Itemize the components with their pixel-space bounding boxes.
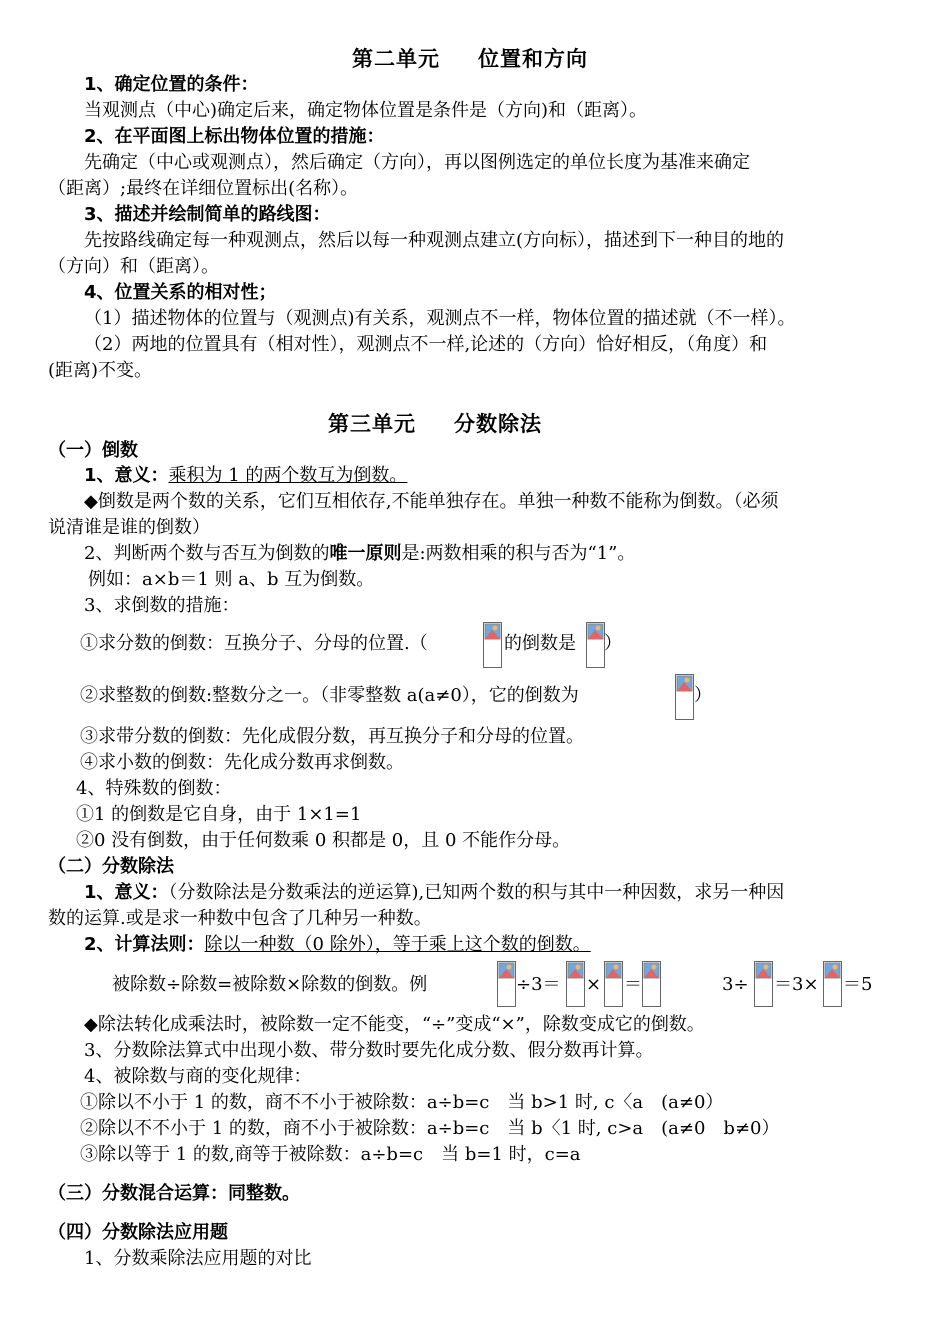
part2-rule <box>84 932 591 958</box>
part2-heading: （二）分数除法 <box>48 856 174 877</box>
part1-note-2: 说清谁是谁的倒数） <box>48 517 210 538</box>
unit2-s4-heading: 4、位置关系的相对性； <box>84 282 277 303</box>
unit2-s2-body-1: 先确定（中心或观测点），然后确定（方向），再以图例选定的单位长度为基准来确定 <box>84 152 750 173</box>
eq1-part-b: × <box>586 974 602 995</box>
unit2-s2-body-2: （距离）;最终在详细位置标出(名称）。 <box>48 178 359 199</box>
part2-rule-text: 除以一种数（0 除外），等于乘上这个数的倒数。 <box>204 934 591 955</box>
part1-rule-key: 唯一原则 <box>329 543 402 564</box>
eq2-part-b: ＝3× <box>774 974 819 995</box>
unit2-title-number: 第二单元 <box>352 47 440 71</box>
part1-meaning-text: 乘积为 1 的两个数互为倒数。 <box>168 465 408 486</box>
fraction-image-2 <box>586 622 605 668</box>
special-heading: 4、特殊数的倒数： <box>76 778 232 799</box>
part2-meaning-1 <box>84 880 784 906</box>
method-1-a: ①求分数的倒数：互换分子、分母的位置.（ <box>80 633 428 654</box>
part4-item-1: 1、分数乘除法应用题的对比 <box>84 1248 312 1269</box>
unit2-s4-body-1: （1）描述物体的位置与（观测点)有关系，观测点不一样，物体位置的描述就（不一样）。 <box>84 308 796 329</box>
method-2-b: ） <box>694 685 712 706</box>
fraction-image-5 <box>566 961 585 1007</box>
special-2: ②0 没有倒数，由于任何数乘 0 积都是 0，且 0 不能作分母。 <box>76 830 571 851</box>
unit2-s2-heading: 2、在平面图上标出物体位置的措施： <box>84 126 385 147</box>
unit3-title-topic: 分数除法 <box>454 412 542 436</box>
method-4: ④求小数的倒数：先化成分数再求倒数。 <box>80 752 404 773</box>
part2-item-4-3: ③除以等于 1 的数,商等于被除数：a÷b=c 当 b=1 时，c=a <box>80 1144 581 1165</box>
unit2-s1-body: 当观测点（中心)确定后来，确定物体位置是条件是（方向)和（距离）。 <box>84 100 648 121</box>
method-1-b: 的倒数是 <box>504 633 576 654</box>
unit2-s4-body-3: (距离)不变。 <box>48 360 153 381</box>
fraction-image-1 <box>483 622 502 668</box>
broken-image-icon <box>567 962 584 979</box>
method-2-a: ②求整数的倒数:整数分之一。（非零整数 a(a≠0），它的倒数为 <box>80 685 579 706</box>
part1-meaning <box>84 463 407 489</box>
method-3: ③求带分数的倒数：先化成假分数，再互换分子和分母的位置。 <box>80 726 584 747</box>
broken-image-icon <box>587 623 604 640</box>
fraction-image-6 <box>604 961 623 1007</box>
part2-meaning-2: 数的运算.或是求一种数中包含了几种另一种数。 <box>48 908 432 929</box>
part2-item-4-1: ①除以不小于 1 的数，商不不小于被除数：a÷b=c 当 b>1 时, c〈a (a≠0） <box>80 1092 724 1113</box>
eq2-part-c: ＝5 <box>843 974 873 995</box>
part2-note: ◆除法转化成乘法时，被除数一定不能变，“÷”变成“×”，除数变成它的倒数。 <box>84 1014 705 1035</box>
part2-rule-example: 被除数÷除数=被除数×除数的倒数。例 <box>112 974 428 995</box>
unit2-s3-body-2: （方向）和（距离）。 <box>48 256 219 277</box>
part1-rule-c: 是:两数相乘的积与否为“1”。 <box>401 543 636 564</box>
fraction-image-4 <box>497 961 516 1007</box>
unit2-s4-body-2: （2）两地的位置具有（相对性），观测点不一样,论述的（方向）恰好相反，（角度）和 <box>84 334 768 355</box>
part1-meaning-label: 1、意义： <box>84 465 169 486</box>
broken-image-icon <box>498 962 515 979</box>
method-1-c: ） <box>604 633 622 654</box>
unit2-title <box>352 46 588 72</box>
unit2-s1-heading: 1、确定位置的条件： <box>84 74 259 95</box>
part2-item-4: 4、被除数与商的变化规律： <box>84 1066 312 1087</box>
broken-image-icon <box>643 962 660 979</box>
broken-image-icon <box>755 962 772 979</box>
part1-methods-heading: 3、求倒数的措施： <box>84 595 240 616</box>
part2-item-4-2: ②除以不不小于 1 的数，商不小于被除数：a÷b=c 当 b〈1 时, c>a (a≠0 b≠0） <box>80 1118 780 1139</box>
part2-meaning-label: 1、意义： <box>84 882 169 903</box>
special-1: ①1 的倒数是它自身，由于 1×1=1 <box>76 804 362 825</box>
eq2-part-a: 3÷ <box>722 974 749 995</box>
part3-heading: （三）分数混合运算：同整数。 <box>48 1183 300 1204</box>
eq1-part-a: ÷3＝ <box>516 974 561 995</box>
unit2-s3-body-1: 先按路线确定每一种观测点，然后以每一种观测点建立(方向标），描述到下一种目的地的 <box>84 230 785 251</box>
fraction-image-9 <box>823 961 842 1007</box>
broken-image-icon <box>484 623 501 640</box>
part2-meaning-text: （分数除法是分数乘法的逆运算),已知两个数的积与其中一种因数，求另一种因 <box>168 882 785 903</box>
unit2-title-topic: 位置和方向 <box>478 47 588 71</box>
unit3-title <box>328 411 542 437</box>
eq1-part-c: ＝ <box>624 974 642 995</box>
part2-item-3: 3、分数除法算式中出现小数、带分数时要先化成分数、假分数再计算。 <box>84 1040 654 1061</box>
broken-image-icon <box>676 675 693 692</box>
part4-heading: （四）分数除法应用题 <box>48 1222 228 1243</box>
part1-note-1: ◆倒数是两个数的关系，它们互相依存,不能单独存在。单独一种数不能称为倒数。（必须 <box>84 491 779 512</box>
fraction-image-7 <box>642 961 661 1007</box>
part2-rule-label: 2、计算法则： <box>84 934 205 955</box>
unit3-title-number: 第三单元 <box>328 412 416 436</box>
fraction-image-3 <box>675 674 694 720</box>
part1-heading: （一）倒数 <box>48 440 138 461</box>
broken-image-icon <box>824 962 841 979</box>
part1-rule-a: 2、判断两个数与否互为倒数的 <box>84 543 330 564</box>
part1-rule <box>84 541 635 567</box>
fraction-image-8 <box>754 961 773 1007</box>
part1-example: 例如：a×b＝1 则 a、b 互为倒数。 <box>88 569 375 590</box>
unit2-s3-heading: 3、描述并绘制简单的路线图： <box>84 204 331 225</box>
broken-image-icon <box>605 962 622 979</box>
